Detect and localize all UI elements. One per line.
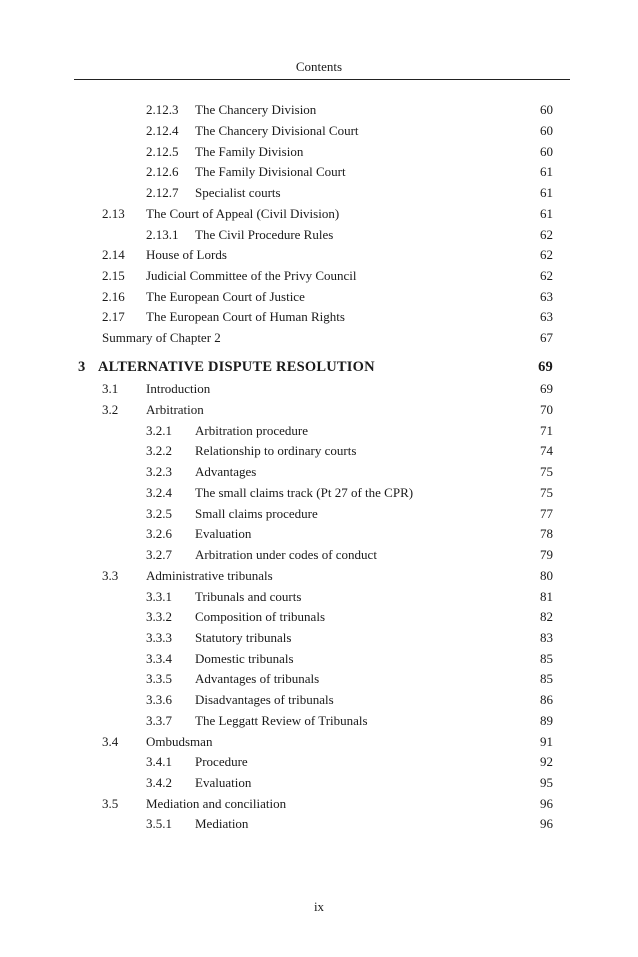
- toc-entry-page: 77: [540, 506, 553, 521]
- toc-entry-number: 3.2.7: [146, 547, 172, 562]
- toc-entry-title: Mediation and conciliation: [146, 796, 287, 811]
- toc-entry-page: 61: [540, 185, 553, 200]
- toc-entry-page: 75: [540, 485, 553, 500]
- toc-entry: [0, 669, 638, 689]
- toc-entry-page: 96: [540, 816, 553, 831]
- toc-entry-title: The small claims track (Pt 27 of the CPR): [195, 485, 414, 500]
- toc-entry: [0, 287, 638, 307]
- toc-entry-number: 3.4.1: [146, 754, 172, 769]
- toc-entry-page: 74: [540, 443, 553, 458]
- toc-entry: [0, 794, 638, 814]
- toc-entry-number: 3.4.2: [146, 775, 172, 790]
- toc-entry-page: 61: [540, 206, 553, 221]
- toc-entry-number: 3.5: [102, 796, 119, 811]
- toc-entry-title: Arbitration: [146, 402, 204, 417]
- toc-entry-number: 2.17: [102, 309, 125, 324]
- toc-entry-title: The Civil Procedure Rules: [195, 227, 334, 242]
- toc-entry: [0, 649, 638, 669]
- toc-entry: [0, 711, 638, 731]
- toc-entry-number: 2.13: [102, 206, 125, 221]
- toc-entry: [0, 307, 638, 327]
- toc-entry: [0, 462, 638, 482]
- toc-entry-number: 3.3: [102, 568, 119, 583]
- toc-entry-number: 3.2.2: [146, 443, 172, 458]
- toc-entry-title: Small claims procedure: [195, 506, 318, 521]
- toc-entry: [0, 162, 638, 182]
- toc-entry-page: 61: [540, 164, 553, 179]
- toc-entry-number: 2.12.3: [146, 102, 179, 117]
- toc-entry: [0, 732, 638, 752]
- toc-entry: [0, 400, 638, 420]
- toc-entry-page: 86: [540, 692, 553, 707]
- toc-entry-number: 3.1: [102, 381, 119, 396]
- toc-entry-number: 3.2.4: [146, 485, 172, 500]
- toc-entry-page: 60: [540, 102, 553, 117]
- toc-entry-title: Composition of tribunals: [195, 609, 325, 624]
- toc-entry-title: The Chancery Divisional Court: [195, 123, 359, 138]
- toc-entry: [0, 587, 638, 607]
- toc-entry-page: 71: [540, 423, 553, 438]
- toc-entry-page: 91: [540, 734, 553, 749]
- toc-entry-page: 75: [540, 464, 553, 479]
- toc-entry-number: 3.2.1: [146, 423, 172, 438]
- toc-entry-page: 67: [540, 330, 553, 345]
- toc-entry-page: 85: [540, 671, 553, 686]
- toc-entry: [0, 773, 638, 793]
- toc-entry-number: 3: [78, 359, 86, 375]
- toc-entry-page: 70: [540, 402, 553, 417]
- toc-entry-number: 3.2.6: [146, 526, 172, 541]
- toc-entry-title: Tribunals and courts: [195, 589, 302, 604]
- toc-entry: [0, 225, 638, 245]
- toc-entry-number: 3.2.5: [146, 506, 172, 521]
- toc-entry: [0, 121, 638, 141]
- toc-entry-number: 3.3.3: [146, 630, 172, 645]
- toc-entry: [0, 524, 638, 544]
- toc-entry-number: 2.12.5: [146, 144, 179, 159]
- toc-entry: [0, 245, 638, 265]
- toc-entry-page: 85: [540, 651, 553, 666]
- toc-entry: [0, 100, 638, 120]
- toc-entry: [0, 204, 638, 224]
- toc-entry-title: Procedure: [195, 754, 248, 769]
- toc-entry-number: 2.13.1: [146, 227, 179, 242]
- toc-entry-number: 2.15: [102, 268, 125, 283]
- toc-entry-title: Disadvantages of tribunals: [195, 692, 334, 707]
- toc-entry: [0, 483, 638, 503]
- toc-entry: [0, 545, 638, 565]
- toc-entry-title: The Family Division: [195, 144, 304, 159]
- toc-entry-title: Advantages: [195, 464, 257, 479]
- toc-entry-title: Evaluation: [195, 775, 252, 790]
- toc-entry-title: Arbitration under codes of conduct: [195, 547, 377, 562]
- toc-entry: [0, 328, 638, 348]
- toc-entry-page: 63: [540, 309, 553, 324]
- toc-entry-title: The Chancery Division: [195, 102, 317, 117]
- toc-entry: [0, 607, 638, 627]
- toc-entry-page: 95: [540, 775, 553, 790]
- toc-entry-number: 2.12.6: [146, 164, 179, 179]
- toc-entry-title: Domestic tribunals: [195, 651, 294, 666]
- toc-entry-page: 62: [540, 227, 553, 242]
- toc-chapter-entry: [0, 357, 638, 377]
- toc-entry-title: Evaluation: [195, 526, 252, 541]
- toc-entry-title: The Leggatt Review of Tribunals: [195, 713, 368, 728]
- toc-entry-page: 60: [540, 144, 553, 159]
- toc-entry-title: Relationship to ordinary courts: [195, 443, 357, 458]
- toc-entry-number: 3.5.1: [146, 816, 172, 831]
- toc-entry-number: 2.14: [102, 247, 125, 262]
- toc-entry-title: Summary of Chapter 2: [102, 330, 221, 345]
- toc-entry-page: 69: [538, 359, 553, 375]
- toc-entry-number: 3.2.3: [146, 464, 172, 479]
- toc-entry-title: Mediation: [195, 816, 249, 831]
- toc-entry-page: 69: [540, 381, 553, 396]
- toc-entry: [0, 628, 638, 648]
- toc-entry-title: Advantages of tribunals: [195, 671, 320, 686]
- toc-entry-number: 3.3.6: [146, 692, 172, 707]
- toc-entry-page: 92: [540, 754, 553, 769]
- toc-entry-page: 82: [540, 609, 553, 624]
- toc-entry-title: The European Court of Human Rights: [146, 309, 345, 324]
- toc-entry-page: 96: [540, 796, 553, 811]
- toc-entry-title: The European Court of Justice: [146, 289, 305, 304]
- toc-entry: [0, 752, 638, 772]
- toc-entry-number: 3.3.5: [146, 671, 172, 686]
- toc-entry-number: 2.12.4: [146, 123, 179, 138]
- toc-entry-page: 78: [540, 526, 553, 541]
- toc-entry-title: House of Lords: [146, 247, 227, 262]
- toc-entry: [0, 183, 638, 203]
- toc-entry-page: 81: [540, 589, 553, 604]
- toc-entry-page: 80: [540, 568, 553, 583]
- toc-entry-page: 62: [540, 268, 553, 283]
- toc-entry: [0, 441, 638, 461]
- toc-entry: [0, 266, 638, 286]
- toc-entry-title: Statutory tribunals: [195, 630, 292, 645]
- toc-entry: [0, 566, 638, 586]
- toc-entry-title: Ombudsman: [146, 734, 213, 749]
- toc-entry-title: The Family Divisional Court: [195, 164, 346, 179]
- toc-entry-title: Arbitration procedure: [195, 423, 308, 438]
- toc-entry: [0, 690, 638, 710]
- toc-entry-page: 89: [540, 713, 553, 728]
- toc-entry-number: 3.4: [102, 734, 119, 749]
- toc-entry-number: 2.12.7: [146, 185, 179, 200]
- toc-entry: [0, 379, 638, 399]
- toc-entry-page: 83: [540, 630, 553, 645]
- toc-entry-number: 3.3.4: [146, 651, 172, 666]
- toc-entry-title: ALTERNATIVE DISPUTE RESOLUTION: [98, 359, 375, 375]
- toc-entry: [0, 142, 638, 162]
- toc-entry-number: 2.16: [102, 289, 125, 304]
- toc-entry-title: The Court of Appeal (Civil Division): [146, 206, 340, 221]
- page-folio: ix: [313, 899, 325, 914]
- toc-entry: [0, 814, 638, 834]
- toc-entry-page: 79: [540, 547, 553, 562]
- toc-entry-number: 3.2: [102, 402, 119, 417]
- running-head: Contents: [295, 59, 343, 74]
- toc-entry-title: Introduction: [146, 381, 211, 396]
- toc-entry-number: 3.3.1: [146, 589, 172, 604]
- toc-entry-number: 3.3.7: [146, 713, 172, 728]
- toc-entry: [0, 504, 638, 524]
- toc-entry-title: Specialist courts: [195, 185, 281, 200]
- toc-entry-title: Judicial Committee of the Privy Council: [146, 268, 357, 283]
- toc-entry-title: Administrative tribunals: [146, 568, 273, 583]
- toc-entry-page: 63: [540, 289, 553, 304]
- toc-entry: [0, 421, 638, 441]
- toc-entry-page: 60: [540, 123, 553, 138]
- toc-entry-page: 62: [540, 247, 553, 262]
- toc-entry-number: 3.3.2: [146, 609, 172, 624]
